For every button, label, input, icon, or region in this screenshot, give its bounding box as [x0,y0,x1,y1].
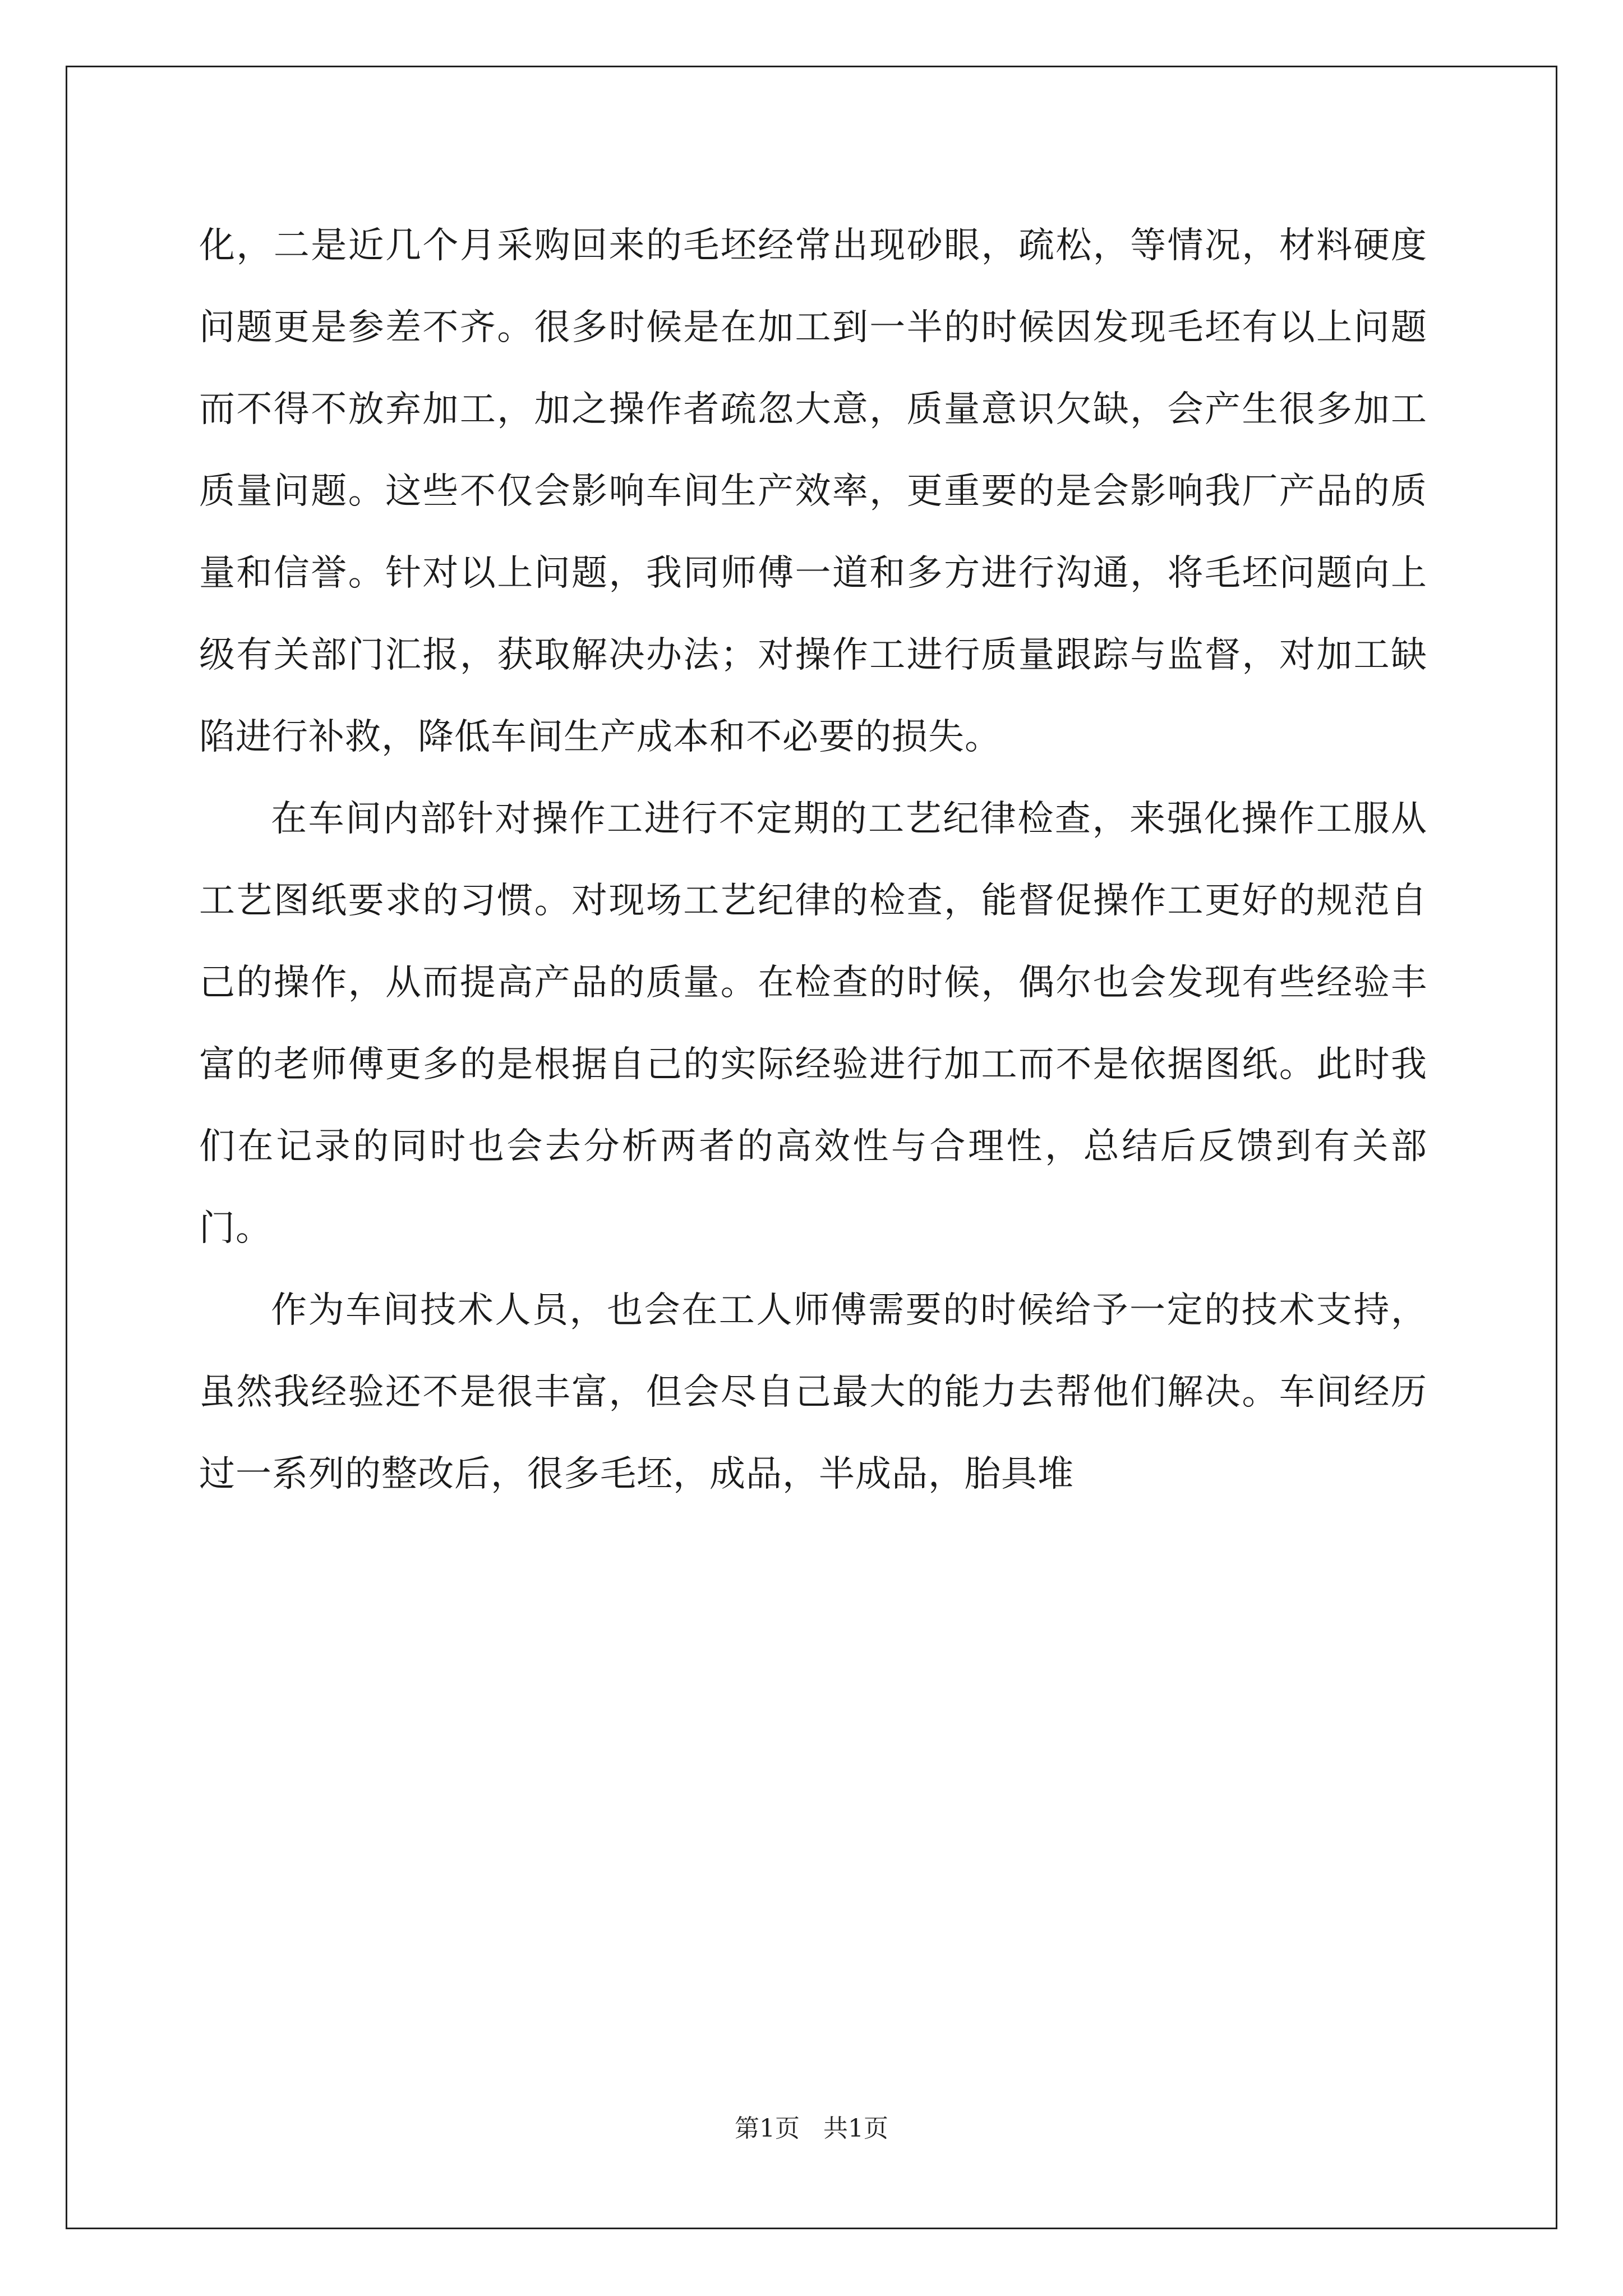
paragraph-2: 在车间内部针对操作工进行不定期的工艺纪律检查，来强化操作工服从工艺图纸要求的习惯。对现场工艺纪律的检查，能督促操作工更好的规范自己的操作，从而提高产品的质量。在检查的时候，偶尔也会发现有些经验丰富的老师傅更多的是根据自己的实际经验进行加工而不是依据图纸。此时我们在记录的同时也会去分析两者的高效性与合理性，总结后反馈到有关部门。 [199,798,1427,1249]
paragraph-3: 作为车间技术人员，也会在工人师傅需要的时候给予一定的技术支持，虽然我经验还不是很丰富，但会尽自己最大的能力去帮他们解决。车间经历过一系列的整改后，很多毛坯，成品，半成品，胎具堆 [199,1290,1427,1495]
paragraph-1: 化，二是近几个月采购回来的毛坯经常出现砂眼，疏松，等情况，材料硬度问题更是参差不齐。很多时候是在加工到一半的时候因发现毛坯有以上问题而不得不放弃加工，加之操作者疏忽大意，质量意识欠缺，会产生很多加工质量问题。这些不仅会影响车间生产效率，更重要的是会影响我厂产品的质量和信誉。针对以上问题，我同师傅一道和多方进行沟通，将毛坯问题向上级有关部门汇报，获取解决办法；对操作工进行质量跟踪与监督，对加工缺陷进行补救，降低车间生产成本和不必要的损失。 [199,225,1427,758]
page-number-label: 第1页 共1页 [735,2114,888,2143]
page-footer [0,2112,1623,2146]
document-body [199,205,1427,1515]
